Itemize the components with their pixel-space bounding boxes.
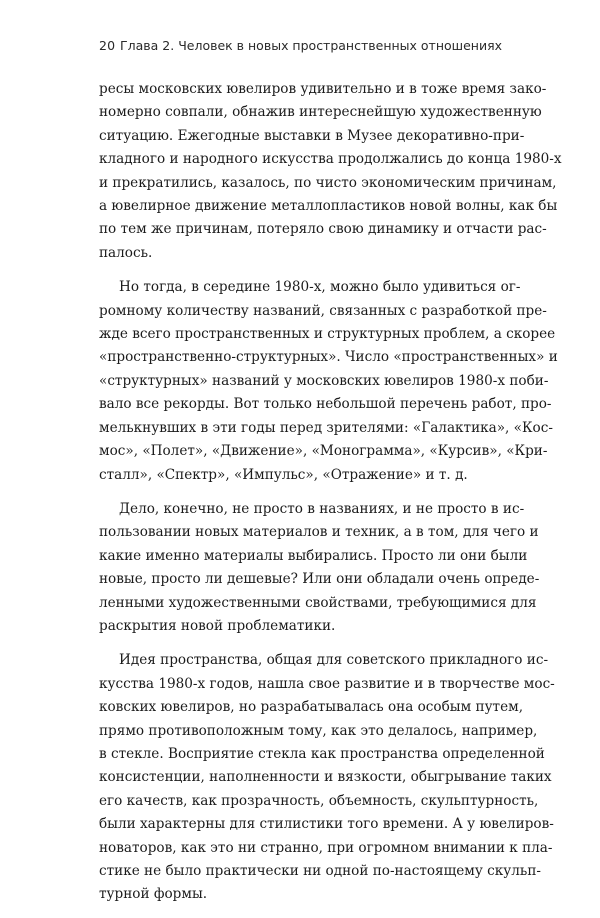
text-line: «структурных» названий у московских ювелиров 1980-х поби- — [99, 372, 549, 389]
text-line: ситуацию. Ежегодные выставки в Музее декоративно-при- — [99, 127, 525, 144]
text-line: консистенции, наполненности и вязкости, обыгрывание таких — [99, 769, 552, 786]
text-line: стике не было практически ни одной по-настоящему скульп- — [99, 863, 541, 879]
text-line: Но тогда, в середине 1980-х, можно было удивиться ог- — [119, 279, 521, 296]
text-line: прямо противоположным тому, как это делалось, например, — [99, 722, 538, 739]
text-line: Дело, конечно, не просто в названиях, и не просто в ис- — [119, 500, 525, 517]
text-line: палось. — [99, 244, 153, 261]
text-line: раскрытия новой проблематики. — [99, 617, 336, 634]
running-title: Глава 2. Человек в новых пространственных отношениях — [120, 38, 502, 53]
text-line: в стекле. Восприятие стекла как пространства определенной — [99, 745, 545, 762]
text-line: были характерны для стилистики того времени. А у ювелиров- — [99, 816, 554, 833]
paragraph — [99, 276, 558, 487]
paragraph — [99, 78, 562, 265]
text-line: по тем же причинам, потеряло свою динамику и отчасти рас- — [99, 221, 547, 238]
body-text — [99, 78, 562, 918]
paragraph — [99, 649, 555, 906]
text-line: кусства 1980-х годов, нашла свое развитие и в творчестве мос- — [99, 675, 555, 692]
text-line: мос», «Полет», «Движение», «Монограмма», «Курсив», «Кри- — [99, 443, 548, 460]
text-line: новые, просто ли дешевые? Или они обладали очень опреде- — [99, 571, 540, 588]
text-line: ковских ювелиров, но разрабатывалась она особым путем, — [99, 699, 524, 716]
text-line: турной формы. — [99, 886, 208, 903]
running-head — [99, 38, 502, 60]
text-line: мелькнувших в эти годы перед зрителями: «Галактика», «Кос- — [99, 419, 553, 436]
text-line: «пространственно-структурных». Число «пространственных» и — [99, 349, 558, 366]
text-line: вало все рекорды. Вот только небольшой перечень работ, про- — [99, 396, 552, 413]
text-line: какие именно материалы выбирались. Просто ли они были — [99, 547, 528, 564]
text-line: его качеств, как прозрачность, объемность, скульптурность, — [99, 792, 539, 809]
page-number: 20 — [99, 38, 116, 53]
text-line: кладного и народного искусства продолжались до конца 1980-х — [99, 151, 562, 168]
text-line: а ювелирное движение металлопластиков новой волны, как бы — [99, 198, 558, 215]
text-line: ромному количеству названий, связанных с разработкой пре- — [99, 302, 547, 319]
text-line: и прекратились, казалось, по чисто экономическим причинам, — [99, 174, 557, 191]
text-line: жде всего пространственных и структурных проблем, а скорее — [99, 326, 556, 343]
text-line: номерно совпали, обнажив интереснейшую художественную — [99, 104, 542, 121]
text-line: ресы московских ювелиров удивительно и в тоже время зако- — [99, 81, 547, 97]
text-line: ленными художественными свойствами, требующимися для — [99, 594, 537, 611]
text-line: Идея пространства, общая для советского прикладного ис- — [119, 652, 549, 669]
text-line: пользовании новых материалов и техник, а в том, для чего и — [99, 524, 539, 541]
paragraph — [99, 498, 540, 638]
text-line: новаторов, как это ни странно, при огромном внимании к пла- — [99, 839, 553, 856]
text-line: сталл», «Спектр», «Импульс», «Отражение» и т. д. — [99, 466, 468, 483]
